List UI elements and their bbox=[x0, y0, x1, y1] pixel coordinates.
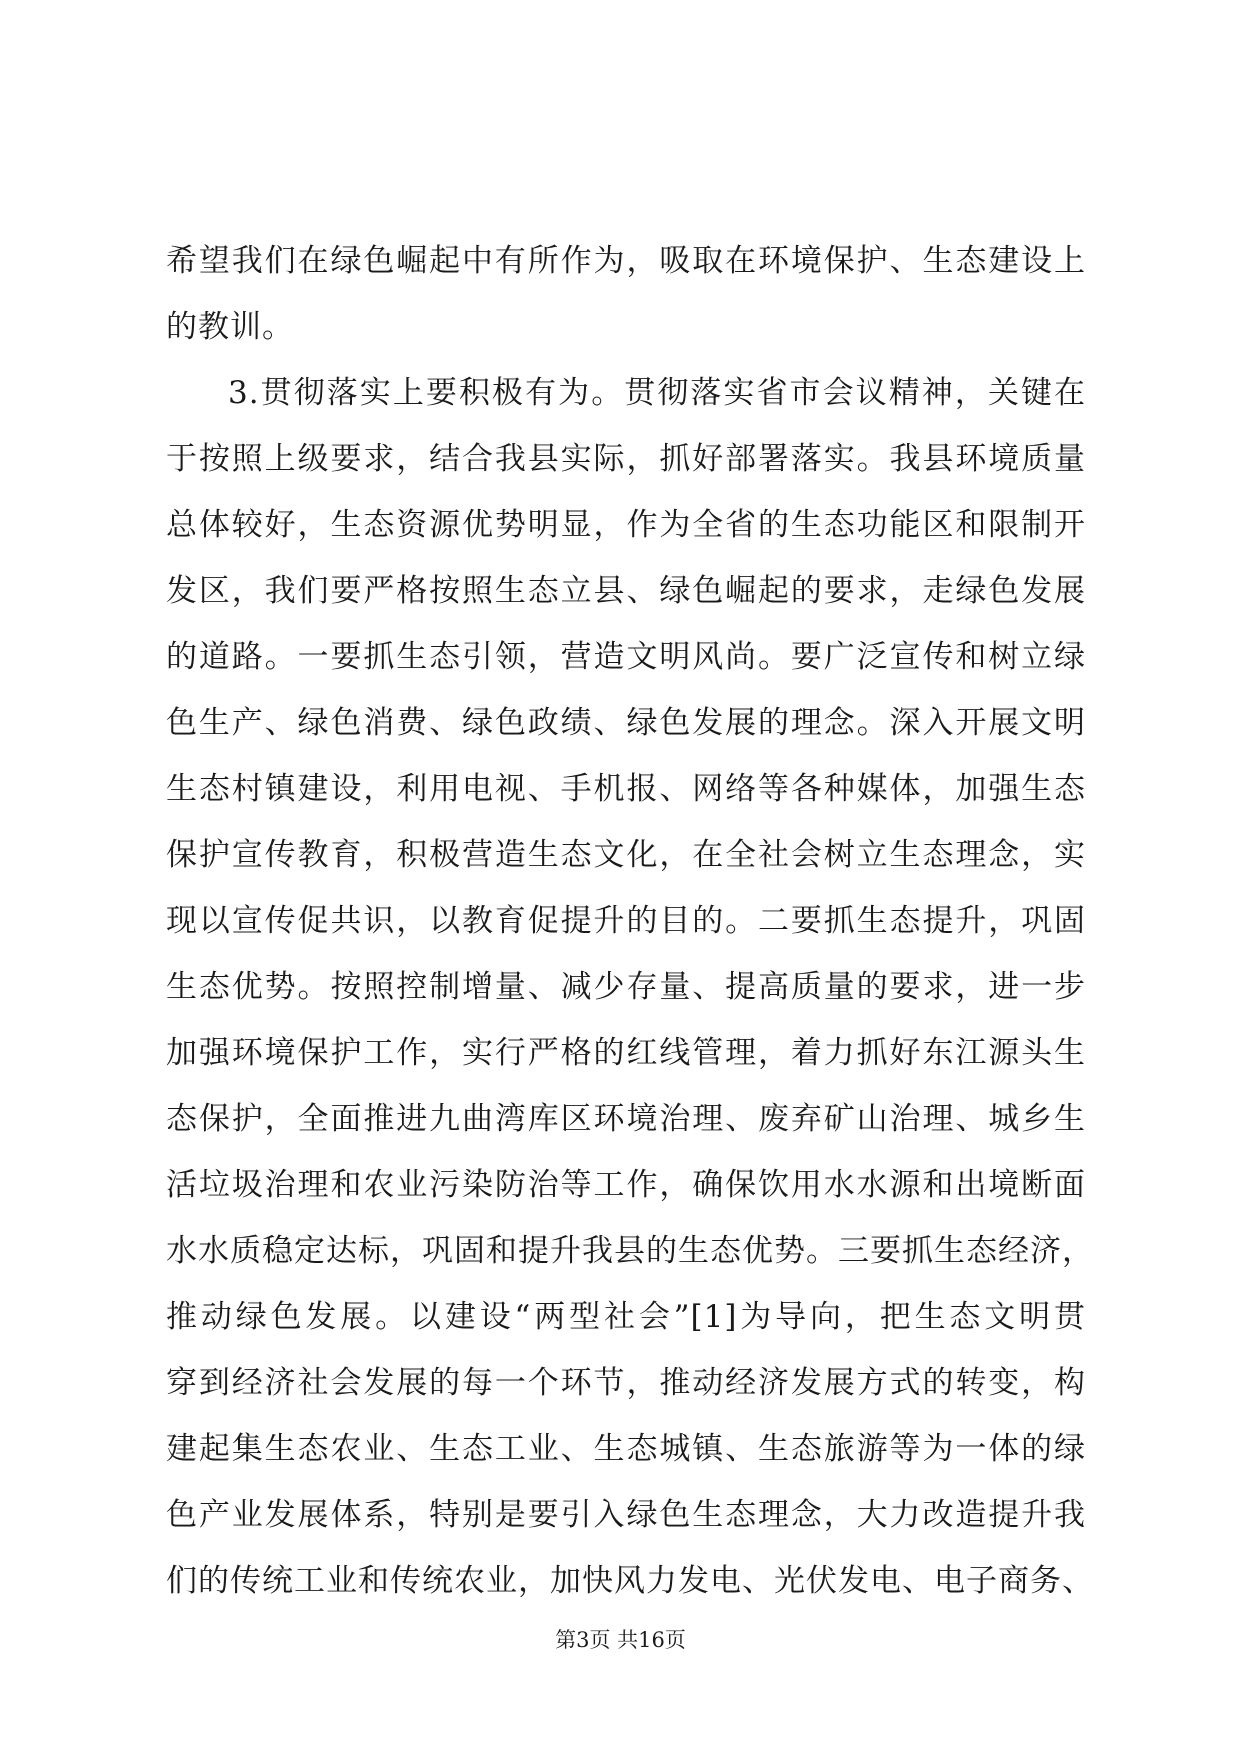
text-line: 现以宣传促共识，以教育促提升的目的。二要抓生态提升，巩固 bbox=[166, 903, 1086, 939]
text-line: 建起集生态农业、生态工业、生态城镇、生态旅游等为一体的绿 bbox=[166, 1431, 1086, 1467]
text-line: 活垃圾治理和农业污染防治等工作，确保饮用水水源和出境断面 bbox=[166, 1167, 1086, 1203]
page-footer: 第3页 共16页 bbox=[555, 1628, 686, 1652]
text-line: 总体较好，生态资源优势明显，作为全省的生态功能区和限制开 bbox=[166, 507, 1086, 543]
text-line: 加强环境保护工作，实行严格的红线管理，着力抓好东江源头生 bbox=[166, 1035, 1086, 1071]
text-line: 的道路。一要抓生态引领，营造文明风尚。要广泛宣传和树立绿 bbox=[166, 639, 1086, 675]
text-line: 色产业发展体系，特别是要引入绿色生态理念，大力改造提升我 bbox=[166, 1497, 1086, 1533]
text-line: 3.贯彻落实上要积极有为。贯彻落实省市会议精神，关键在 bbox=[228, 375, 1086, 411]
body-text bbox=[166, 228, 1094, 1614]
text-line: 色生产、绿色消费、绿色政绩、绿色发展的理念。深入开展文明 bbox=[166, 705, 1086, 741]
text-line: 们的传统工业和传统农业，加快风力发电、光伏发电、电子商务、 bbox=[166, 1563, 1094, 1599]
text-line: 希望我们在绿色崛起中有所作为，吸取在环境保护、生态建设上 bbox=[166, 243, 1086, 279]
text-line: 的教训。 bbox=[166, 309, 294, 345]
text-line: 水水质稳定达标，巩固和提升我县的生态优势。三要抓生态经济， bbox=[166, 1233, 1094, 1269]
text-line: 发区，我们要严格按照生态立县、绿色崛起的要求，走绿色发展 bbox=[166, 573, 1086, 609]
text-line: 态保护，全面推进九曲湾库区环境治理、废弃矿山治理、城乡生 bbox=[166, 1101, 1086, 1137]
text-line: 生态村镇建设，利用电视、手机报、网络等各种媒体，加强生态 bbox=[166, 771, 1086, 807]
text-line: 穿到经济社会发展的每一个环节，推动经济发展方式的转变，构 bbox=[166, 1365, 1086, 1401]
text-line: 保护宣传教育，积极营造生态文化，在全社会树立生态理念，实 bbox=[166, 837, 1086, 873]
text-line: 推动绿色发展。以建设“两型社会”[1]为导向，把生态文明贯 bbox=[166, 1299, 1086, 1335]
text-line: 生态优势。按照控制增量、减少存量、提高质量的要求，进一步 bbox=[166, 969, 1086, 1005]
text-line: 于按照上级要求，结合我县实际，抓好部署落实。我县环境质量 bbox=[166, 441, 1086, 477]
